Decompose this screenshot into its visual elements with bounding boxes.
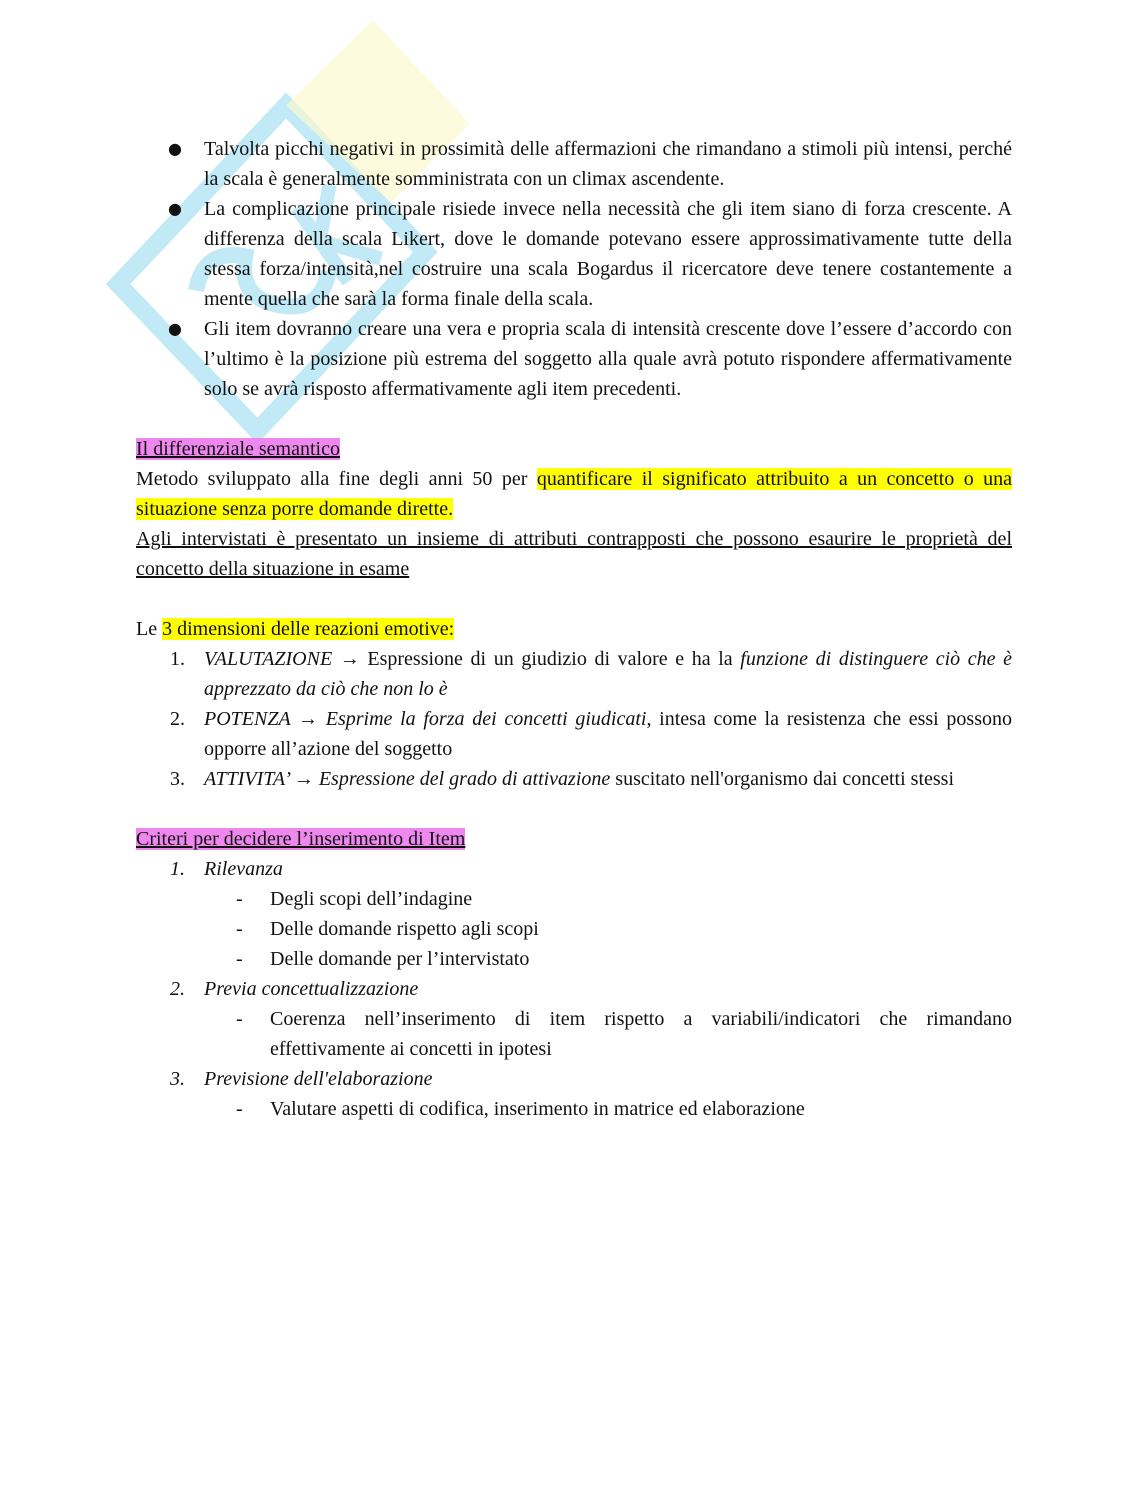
list-item: 2. POTENZA → Esprime la forza dei concetti giudicati, intesa come la resistenza che essi possono opporre all’azione del soggetto (170, 708, 1013, 760)
sub-item: - Coerenza nell’inserimento di item rispetto a variabili/indicatori che rimandano effettivamente ai concetti in ipotesi (236, 1008, 1012, 1060)
section-title-differenziale: Il differenziale semantico (136, 438, 340, 460)
section-title-criteri: Criteri per decidere l’inserimento di Item (136, 828, 466, 850)
list-item: 1. Rilevanza (170, 858, 283, 880)
sub-item: - Valutare aspetti di codifica, inserimento in matrice ed elaborazione (236, 1098, 805, 1120)
highlighted-text: 3 dimensioni delle reazioni emotive: (162, 618, 455, 640)
section-intro: Metodo sviluppato alla fine degli anni 50 per quantificare il significato attribuito a un concetto o una situazione senza porre domande dirette. (136, 468, 1013, 520)
list-item: 3. ATTIVITA’ → Espressione del grado di attivazione suscitato nell'organismo dai concetti stessi (170, 768, 955, 790)
bullet-list (136, 134, 1012, 404)
bullet-icon: ● (168, 139, 182, 158)
sub-item: - Delle domande per l’intervistato (236, 948, 530, 970)
document-content (136, 134, 1012, 1124)
list-item: ● La complicazione principale risiede invece nella necessità che gli item siano di forza crescente. A differenza della scala Likert, dove le domande potevano essere approssimativamente tutte della stessa forza/intensità,nel costruire una scala Bogardus il ricercatore deve tenere costantemente a mente quella che sarà la forma finale della scala. (136, 194, 1012, 314)
sub-item: - Delle domande rispetto agli scopi (236, 918, 539, 940)
highlighted-text: quantificare il significato attribuito a un concetto o una situazione senza porre domande dirette. (136, 468, 1013, 520)
list-item: 3. Previsione dell'elaborazione (170, 1068, 433, 1090)
section-heading (136, 434, 1012, 464)
underlined-paragraph: Agli intervistati è presentato un insieme di attributi contrapposti che possono esaurire le proprietà del concetto della situazione in esame (136, 528, 1012, 580)
list-item: ● Gli item dovranno creare una vera e propria scala di intensità crescente dove l’essere d’accordo con l’ultimo è la posizione più estrema del soggetto alla quale avrà potuto rispondere affermativamente solo se avrà risposto affermativamente agli item precedenti. (136, 314, 1012, 404)
section-heading (136, 824, 1012, 854)
list-item: 2. Previa concettualizzazione (170, 978, 419, 1000)
list-item: ● Talvolta picchi negativi in prossimità delle affermazioni che rimandano a stimoli più intensi, perché la scala è generalmente somministrata con un climax ascendente. (136, 134, 1012, 194)
bullet-icon: ● (168, 319, 182, 338)
sub-item: - Degli scopi dell’indagine (236, 888, 473, 910)
list-item: 1. VALUTAZIONE → Espressione di un giudizio di valore e ha la funzione di distinguere ciò che è apprezzato da ciò che non lo è (170, 648, 1012, 700)
dimensions-lead: Le 3 dimensioni delle reazioni emotive: (136, 618, 455, 640)
bullet-icon: ● (168, 199, 182, 218)
